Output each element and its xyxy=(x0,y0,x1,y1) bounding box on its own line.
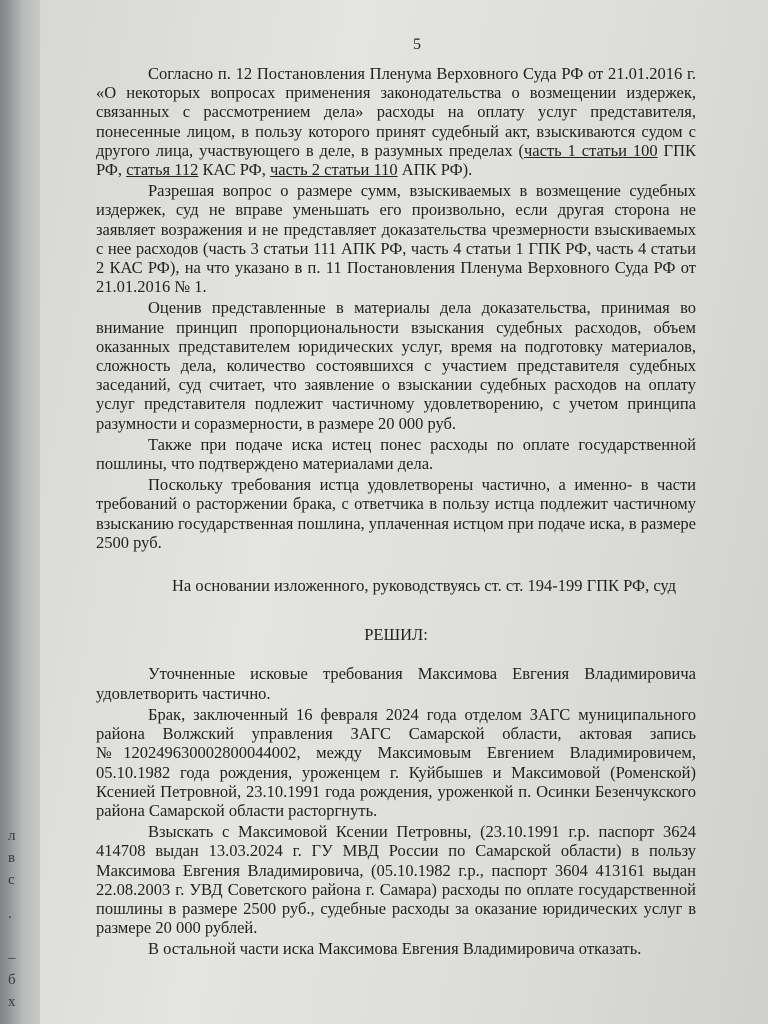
paragraph-state-fee: Также при подаче иска истец понес расходы по оплате государственной пошлины, что подтверждено материалами дела. xyxy=(96,434,696,474)
page-number: 5 xyxy=(413,36,421,53)
decision-item: В остальной части иска Максимова Евгения Владимировича отказать. xyxy=(148,939,642,959)
margin-fragment: с xyxy=(8,872,15,888)
margin-fragment: б xyxy=(8,972,16,988)
adjacent-page-edge xyxy=(0,0,40,1024)
paragraph-basis: На основании изложенного, руководствуясь ст. ст. 194-199 ГПК РФ, суд xyxy=(172,576,677,596)
margin-fragment: – xyxy=(8,950,16,966)
decision-item: Взыскать с Максимовой Ксении Петровны, (23.10.1991 г.р. паспорт 3624 414708 выдан 13.03.2024 г. ГУ МВД России по Самарской области) в пользу Максимова Евгения Владимировича, (05.10.1982 г.р., паспорт 3604 413161 выдан 22.08.2003 г. УВД Советского района г. Самара) расходы по оплате государственной пошлины в размере 2500 руб., судебные расходы за оказание юридических услуг в размере 20 000 рублей. xyxy=(96,822,696,938)
law-reference-link[interactable]: часть 1 статьи 100 xyxy=(523,140,658,160)
law-reference-link[interactable]: статья 112 xyxy=(126,160,199,180)
paragraph-legal-basis-costs: Согласно п. 12 Постановления Пленума Верховного Суда РФ от 21.01.2016 г. «О некоторых вопросах применения законодательства о возмещении издержек, связанных с рассмотрением дела» расходы на оплату услуг представителя, понесенные лицом, в пользу которого принят судебный акт, взыскиваются судом с другого лица, участвующего в деле, в разумных пределах (часть 1 статьи 100 ГПК РФ, статья 112 КАС РФ, часть 2 статьи 110 АПК РФ). xyxy=(96,64,696,180)
decision-heading: РЕШИЛ: xyxy=(364,625,428,645)
paragraph-cost-reduction: Разрешая вопрос о размере сумм, взыскиваемых в возмещение судебных издержек, суд не вправе уменьшать его произвольно, если другая сторона не заявляет возражения и не представляет доказательства чрезмерности взыскиваемых с нее расходов (часть 3 статьи 111 АПК РФ, часть 4 статьи 1 ГПК РФ, часть 4 статьи 2 КАС РФ), на что указано в п. 11 Постановления Пленума Верховного Суда РФ от 21.01.2016 № 1. xyxy=(96,181,696,297)
paragraph-partial-fee: Поскольку требования истца удовлетворены частично, а именно- в части требований о расторжении брака, с ответчика в пользу истца подлежит частичному взысканию государственная пошлина, уплаченная истцом при подаче иска, в размере 2500 руб. xyxy=(96,475,696,552)
decision-item: Уточненные исковые требования Максимова Евгения Владимировича удовлетворить частично. xyxy=(96,664,696,703)
margin-fragment: л xyxy=(8,828,16,844)
margin-fragment: в xyxy=(8,850,16,866)
document-body xyxy=(96,64,696,961)
margin-fragment: х xyxy=(8,994,16,1010)
margin-fragment: . xyxy=(8,906,12,922)
paragraph-assessment: Оценив представленные в материалы дела доказательства, принимая во внимание принцип пропорциональности взыскания судебных расходов, объем оказанных представителем юридических услуг, время на подготовку материалов, сложность дела, количество состоявшихся с участием представителя судебных заседаний, суд считает, что заявление о взыскании судебных расходов на оплату услуг представителя подлежит частичному удовлетворению, с учетом принципа разумности и соразмерности, в размере 20 000 руб. xyxy=(96,298,696,433)
decision-item: Брак, заключенный 16 февраля 2024 года отделом ЗАГС муниципального района Волжский управления ЗАГС Самарской области, актовая запись №120249630002800044002, между Максимовым Евгением Владимировичем, 05.10.1982 года рождения, уроженцем г. Куйбышев и Максимовой (Роменской) Ксенией Петровной, 23.10.1991 года рождения, уроженкой п. Осинки Безенчукского района Самарской области расторгнуть. xyxy=(96,704,696,820)
law-reference-link[interactable]: часть 2 статьи 110 xyxy=(269,160,398,180)
